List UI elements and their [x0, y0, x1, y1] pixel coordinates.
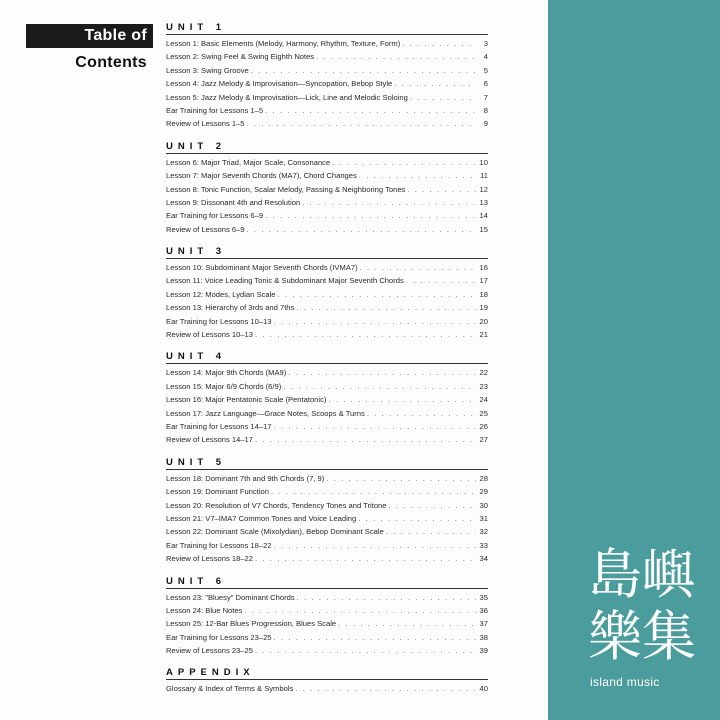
toc-entry: [166, 644, 488, 657]
dot-leader: [295, 682, 476, 695]
entry-page-number: 17: [479, 276, 488, 286]
entry-title: Lesson 5: Jazz Melody & Improvisation—Lick, Line and Melodic Soloing: [166, 92, 408, 102]
section-heading: UNIT 6: [166, 576, 488, 589]
toc-entry: [166, 682, 488, 695]
entry-title: Ear Training for Lessons 1–5: [166, 105, 264, 115]
dot-leader: [271, 485, 476, 498]
toc-section: [166, 141, 488, 236]
dot-leader: [255, 552, 476, 565]
toc-entry: [166, 37, 488, 50]
toc-entry: [166, 472, 488, 485]
entry-title: Lesson 10: Subdominant Major Seventh Chords (IVMA7): [166, 263, 358, 273]
logo-char-2: 嶼: [642, 543, 696, 606]
entry-title: Lesson 2: Swing Feel & Swing Eighth Notes: [166, 52, 315, 62]
entry-page-number: 39: [479, 646, 488, 656]
toc-entry: [166, 485, 488, 498]
entry-page-number: 10: [479, 157, 488, 167]
toc-entry: [166, 552, 488, 565]
entry-title: Lesson 7: Major Seventh Chords (MA7), Chord Changes: [166, 171, 357, 181]
dot-leader: [265, 209, 476, 222]
entry-title: Lesson 13: Hierarchy of 3rds and 7ths: [166, 303, 295, 313]
dot-leader: [360, 261, 476, 274]
entry-title: Review of Lessons 18–22: [166, 554, 253, 564]
toc-entry: [166, 104, 488, 117]
entry-page-number: 22: [479, 368, 488, 378]
entry-page-number: 3: [483, 39, 488, 48]
entry-page-number: 18: [479, 289, 488, 299]
toc-entry: [166, 64, 488, 77]
toc-entry: [166, 393, 488, 406]
entry-page-number: 4: [483, 52, 488, 62]
entry-page-number: 33: [479, 540, 488, 550]
entry-page-number: 23: [479, 381, 488, 391]
entry-title: Review of Lessons 14–17: [166, 435, 253, 445]
entry-page-number: 13: [479, 197, 488, 207]
brand-logo: [588, 543, 698, 698]
entry-title: Ear Training for Lessons 6–9: [166, 211, 264, 221]
entry-page-number: 31: [479, 513, 488, 523]
entry-title: Lesson 4: Jazz Melody & Improvisation—Syncopation, Bebop Style: [166, 79, 393, 89]
entry-page-number: 35: [479, 592, 488, 602]
toc-entry: [166, 591, 488, 604]
dot-leader: [255, 644, 476, 657]
toc-entry: [166, 631, 488, 644]
dot-leader: [316, 50, 476, 63]
dot-leader: [277, 288, 476, 301]
entry-title: Review of Lessons 6–9: [166, 224, 245, 234]
toc-entry: [166, 117, 488, 130]
dot-leader: [274, 315, 476, 328]
entry-title: Lesson 1: Basic Elements (Melody, Harmony, Rhythm, Texture, Form): [166, 39, 401, 48]
toc-entry: [166, 223, 488, 236]
entry-page-number: 30: [479, 500, 488, 510]
dot-leader: [367, 407, 476, 420]
toc-entry: [166, 499, 488, 512]
entry-title: Lesson 15: Major 6/9 Chords (6/9): [166, 381, 282, 391]
section-heading: UNIT 5: [166, 457, 488, 470]
toc-entry: [166, 301, 488, 314]
toc-section: [166, 246, 488, 341]
dot-leader: [247, 117, 476, 130]
entry-title: Lesson 11: Voice Leading Tonic & Subdominant Major Seventh Chords: [166, 276, 404, 286]
brand-tagline: island music: [590, 675, 660, 689]
dot-leader: [247, 223, 476, 236]
dot-leader: [302, 196, 476, 209]
entry-title: Lesson 24: Blue Notes: [166, 605, 243, 615]
toc-entry: [166, 512, 488, 525]
toc-section: [166, 667, 488, 695]
toc-entry: [166, 617, 488, 630]
entry-page-number: 34: [479, 554, 488, 564]
entry-title: Lesson 9: Dissonant 4th and Resolution: [166, 197, 301, 207]
dot-leader: [402, 37, 476, 50]
toc-section: [166, 351, 488, 446]
entry-title: Ear Training for Lessons 10–13: [166, 316, 272, 326]
entry-title: Ear Training for Lessons 23–25: [166, 632, 272, 642]
toc-entry: [166, 604, 488, 617]
logo-char-1: 島: [588, 543, 642, 606]
entry-title: Review of Lessons 23–25: [166, 646, 253, 656]
entry-page-number: 38: [479, 632, 488, 642]
section-heading: APPENDIX: [166, 667, 488, 680]
toc-section: [166, 457, 488, 566]
entry-title: Ear Training for Lessons 18–22: [166, 540, 272, 550]
dot-leader: [358, 512, 476, 525]
dot-leader: [274, 420, 476, 433]
dot-leader: [394, 77, 476, 90]
entry-title: Lesson 14: Major 9th Chords (MA9): [166, 368, 287, 378]
entry-page-number: 19: [479, 303, 488, 313]
toc-entry: [166, 196, 488, 209]
dot-leader: [326, 472, 476, 485]
toc-entry: [166, 169, 488, 182]
entry-page-number: 15: [479, 224, 488, 234]
section-heading: UNIT 3: [166, 246, 488, 259]
entry-page-number: 40: [479, 684, 488, 694]
dot-leader: [274, 631, 476, 644]
entry-page-number: 27: [479, 435, 488, 445]
dot-leader: [255, 328, 476, 341]
entry-title: Review of Lessons 1–5: [166, 119, 245, 129]
toc-entry: [166, 288, 488, 301]
entry-title: Lesson 25: 12-Bar Blues Progression, Blues Scale: [166, 619, 337, 629]
toc-title-line1: Table of: [84, 27, 147, 44]
entry-title: Lesson 20: Resolution of V7 Chords, Tendency Tones and Tritone: [166, 500, 387, 510]
toc-entry: [166, 525, 488, 538]
entry-page-number: 5: [483, 65, 488, 75]
dot-leader: [389, 499, 476, 512]
entry-title: Lesson 23: "Bluesy" Dominant Chords: [166, 592, 295, 602]
entry-page-number: 20: [479, 316, 488, 326]
toc-entry: [166, 380, 488, 393]
entry-page-number: 26: [479, 421, 488, 431]
entry-page-number: 29: [479, 487, 488, 497]
entry-page-number: 9: [483, 119, 488, 129]
dot-leader: [328, 393, 476, 406]
dot-leader: [407, 183, 476, 196]
toc-entry: [166, 315, 488, 328]
section-heading: UNIT 2: [166, 141, 488, 154]
entry-title: Lesson 3: Swing Groove: [166, 65, 249, 75]
entry-page-number: 12: [479, 184, 488, 194]
entry-title: Lesson 12: Modes, Lydian Scale: [166, 289, 276, 299]
dot-leader: [274, 539, 476, 552]
dot-leader: [338, 617, 476, 630]
entry-page-number: 21: [479, 330, 488, 340]
dot-leader: [406, 274, 476, 287]
entry-title: Lesson 21: V7–IMA7 Common Tones and Voice Leading: [166, 513, 357, 523]
toc-entry: [166, 183, 488, 196]
entry-page-number: 37: [479, 619, 488, 629]
dot-leader: [410, 91, 476, 104]
dot-leader: [265, 104, 476, 117]
toc-entry: [166, 261, 488, 274]
entry-page-number: 8: [483, 105, 488, 115]
entry-page-number: 24: [479, 395, 488, 405]
toc-entry: [166, 328, 488, 341]
entry-page-number: 6: [483, 79, 488, 89]
entry-title: Lesson 16: Major Pentatonic Scale (Pentatonic): [166, 395, 327, 405]
toc-entry: [166, 420, 488, 433]
entry-title: Lesson 22: Dominant Scale (Mixolydian), Bebop Dominant Scale: [166, 527, 384, 537]
entry-page-number: 16: [479, 263, 488, 273]
entry-title: Lesson 18: Dominant 7th and 9th Chords (7, 9): [166, 473, 325, 483]
toc-entry: [166, 539, 488, 552]
dot-leader: [332, 156, 476, 169]
toc-entry: [166, 209, 488, 222]
entry-page-number: 11: [480, 171, 488, 181]
entry-page-number: 36: [479, 605, 488, 615]
dot-leader: [296, 301, 476, 314]
entry-page-number: 28: [479, 473, 488, 483]
toc-section: [166, 22, 488, 131]
entry-title: Lesson 8: Tonic Function, Scalar Melody, Passing & Neighboring Tones: [166, 184, 406, 194]
toc-entry: [166, 50, 488, 63]
dot-leader: [251, 64, 476, 77]
toc-entry: [166, 433, 488, 446]
dot-leader: [359, 169, 476, 182]
entry-title: Lesson 6: Major Triad, Major Scale, Consonance: [166, 157, 331, 167]
toc-entry: [166, 407, 488, 420]
entry-title: Glossary & Index of Terms & Symbols: [166, 684, 294, 694]
toc-title-line2: Contents: [75, 54, 147, 71]
toc-list: [166, 22, 488, 706]
entry-page-number: 7: [483, 92, 488, 102]
brand-panel: [548, 0, 720, 720]
entry-title: Review of Lessons 10–13: [166, 330, 253, 340]
entry-page-number: 14: [479, 211, 488, 221]
entry-title: Lesson 17: Jazz Language—Grace Notes, Scoops & Turns: [166, 408, 365, 418]
dot-leader: [386, 525, 476, 538]
section-heading: UNIT 4: [166, 351, 488, 364]
logo-char-3: 樂: [588, 605, 642, 668]
entry-title: Ear Training for Lessons 14–17: [166, 421, 272, 431]
entry-page-number: 32: [479, 527, 488, 537]
toc-entry: [166, 91, 488, 104]
dot-leader: [244, 604, 476, 617]
logo-char-4: 集: [642, 605, 696, 668]
dot-leader: [288, 366, 476, 379]
toc-title-block: [26, 24, 153, 76]
toc-entry: [166, 77, 488, 90]
toc-section: [166, 576, 488, 658]
entry-title: Lesson 19: Dominant Function: [166, 487, 269, 497]
entry-page-number: 25: [479, 408, 488, 418]
toc-entry: [166, 366, 488, 379]
toc-entry: [166, 156, 488, 169]
toc-entry: [166, 274, 488, 287]
dot-leader: [297, 591, 476, 604]
dot-leader: [283, 380, 476, 393]
dot-leader: [255, 433, 476, 446]
section-heading: UNIT 1: [166, 22, 488, 35]
